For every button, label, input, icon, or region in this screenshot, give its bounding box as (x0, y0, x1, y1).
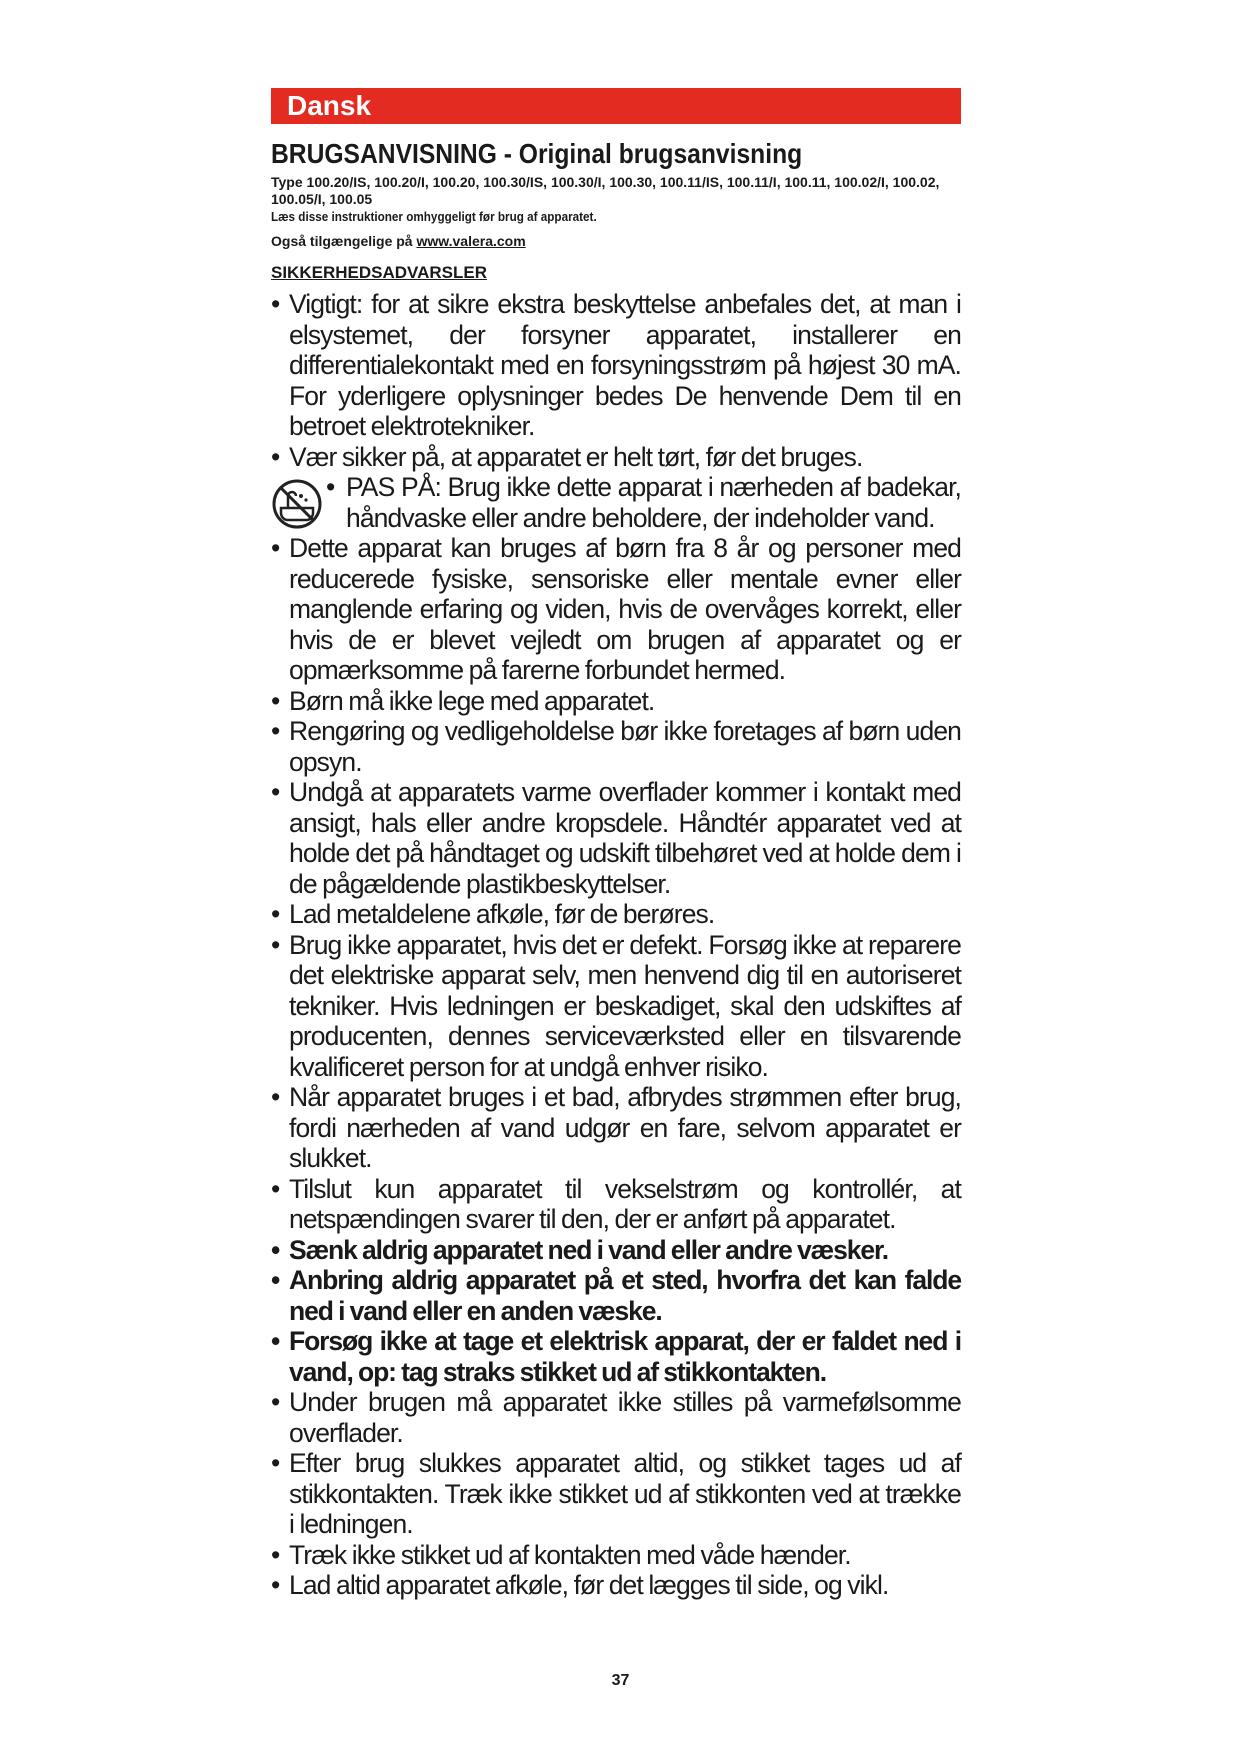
safety-warnings-list (271, 289, 961, 1601)
warning-item: • Rengøring og vedligeholdelse bør ikke foretages af børn uden opsyn. (271, 716, 961, 777)
page-number: 37 (611, 1672, 630, 1689)
website-link[interactable]: www.valera.com (416, 233, 526, 249)
warning-item: • Brug ikke apparatet, hvis det er defekt. Forsøg ikke at reparere det elektriske apparat selv, men henvend dig til en autoriseret tekniker. Hvis ledningen er beskadiget, skal den udskiftes af producenten, dennes serviceværksted eller en tilsvarende kvalificeret person for at undgå enhver risiko. (271, 930, 961, 1083)
warning-item: • Vær sikker på, at apparatet er helt tørt, før det bruges. (271, 442, 961, 473)
warning-item: • Under brugen må apparatet ikke stilles på varmefølsomme overflader. (271, 1387, 961, 1448)
warning-item: • Børn må ikke lege med apparatet. (271, 686, 961, 717)
warning-item: • Lad altid apparatet afkøle, før det lægges til side, og vikl. (271, 1570, 961, 1601)
no-water-bath-icon (271, 478, 323, 530)
manual-page (271, 88, 961, 1601)
warning-item-water (271, 472, 961, 533)
availability-line (271, 233, 961, 249)
warning-item: • Efter brug slukkes apparatet altid, og stikket tages ud af stikkontakten. Træk ikke stikket ud af stikkonten ved at trække i ledningen. (271, 1448, 961, 1540)
warning-item: • Når apparatet bruges i et bad, afbrydes strømmen efter brug, fordi nærheden af vand udgør en fare, selvom apparatet er slukket. (271, 1082, 961, 1174)
section-heading: SIKKERHEDSADVARSLER (271, 263, 487, 282)
warning-item-bold: • Forsøg ikke at tage et elektrisk apparat, der er faldet ned i vand, op: tag straks stikket ud af stikkontakten. (271, 1326, 961, 1387)
page-title: BRUGSANVISNING - Original brugsanvisning (271, 138, 803, 169)
availability-prefix: Også tilgængelige på (271, 233, 417, 249)
warning-item-bold: • Sænk aldrig apparatet ned i vand eller andre væsker. (271, 1235, 961, 1266)
warning-item: • Vigtigt: for at sikre ekstra beskyttelse anbefales det, at man i elsystemet, der forsyner apparatet, installerer en differentialekontakt med en forsyningsstrøm på højest 30 mA. For yderligere oplysninger bedes De henvende Dem til en betroet elektrotekniker. (271, 289, 961, 442)
warning-item: • Lad metaldelene afkøle, før de berøres. (271, 899, 961, 930)
warning-item: • Dette apparat kan bruges af børn fra 8 år og personer med reducerede fysiske, sensoriske eller mentale evner eller manglende erfaring og viden, hvis de overvåges korrekt, eller hvis de er blevet vejledt om brugen af apparatet og er opmærksomme på farerne forbundet hermed. (271, 533, 961, 686)
model-types: Type 100.20/IS, 100.20/I, 100.20, 100.30/IS, 100.30/I, 100.30, 100.11/IS, 100.11/I, 100.11, 100.02/I, 100.02, 100.05/I, 100.05 (271, 174, 940, 207)
warning-item: • Træk ikke stikket ud af kontakten med våde hænder. (271, 1540, 961, 1571)
warning-item: • Tilslut kun apparatet til vekselstrøm og kontrollér, at netspændingen svarer til den, der er anført på apparatet. (271, 1174, 961, 1235)
language-header-bar: Dansk (271, 88, 961, 124)
warning-item-text: PAS PÅ: Brug ikke dette apparat i nærheden af badekar, håndvaske eller andre beholdere, der indeholder vand. (346, 472, 961, 533)
warning-item-bold: • Anbring aldrig apparatet på et sted, hvorfra det kan falde ned i vand eller en anden væske. (271, 1265, 961, 1326)
intro-text: Læs disse instruktioner omhyggeligt før brug af apparatet. (271, 209, 597, 224)
warning-item: • Undgå at apparatets varme overflader kommer i kontakt med ansigt, hals eller andre kropsdele. Håndtér apparatet ved at holde det på håndtaget og udskift tilbehøret ved at holde dem i de pågældende plastikbeskyttelser. (271, 777, 961, 899)
